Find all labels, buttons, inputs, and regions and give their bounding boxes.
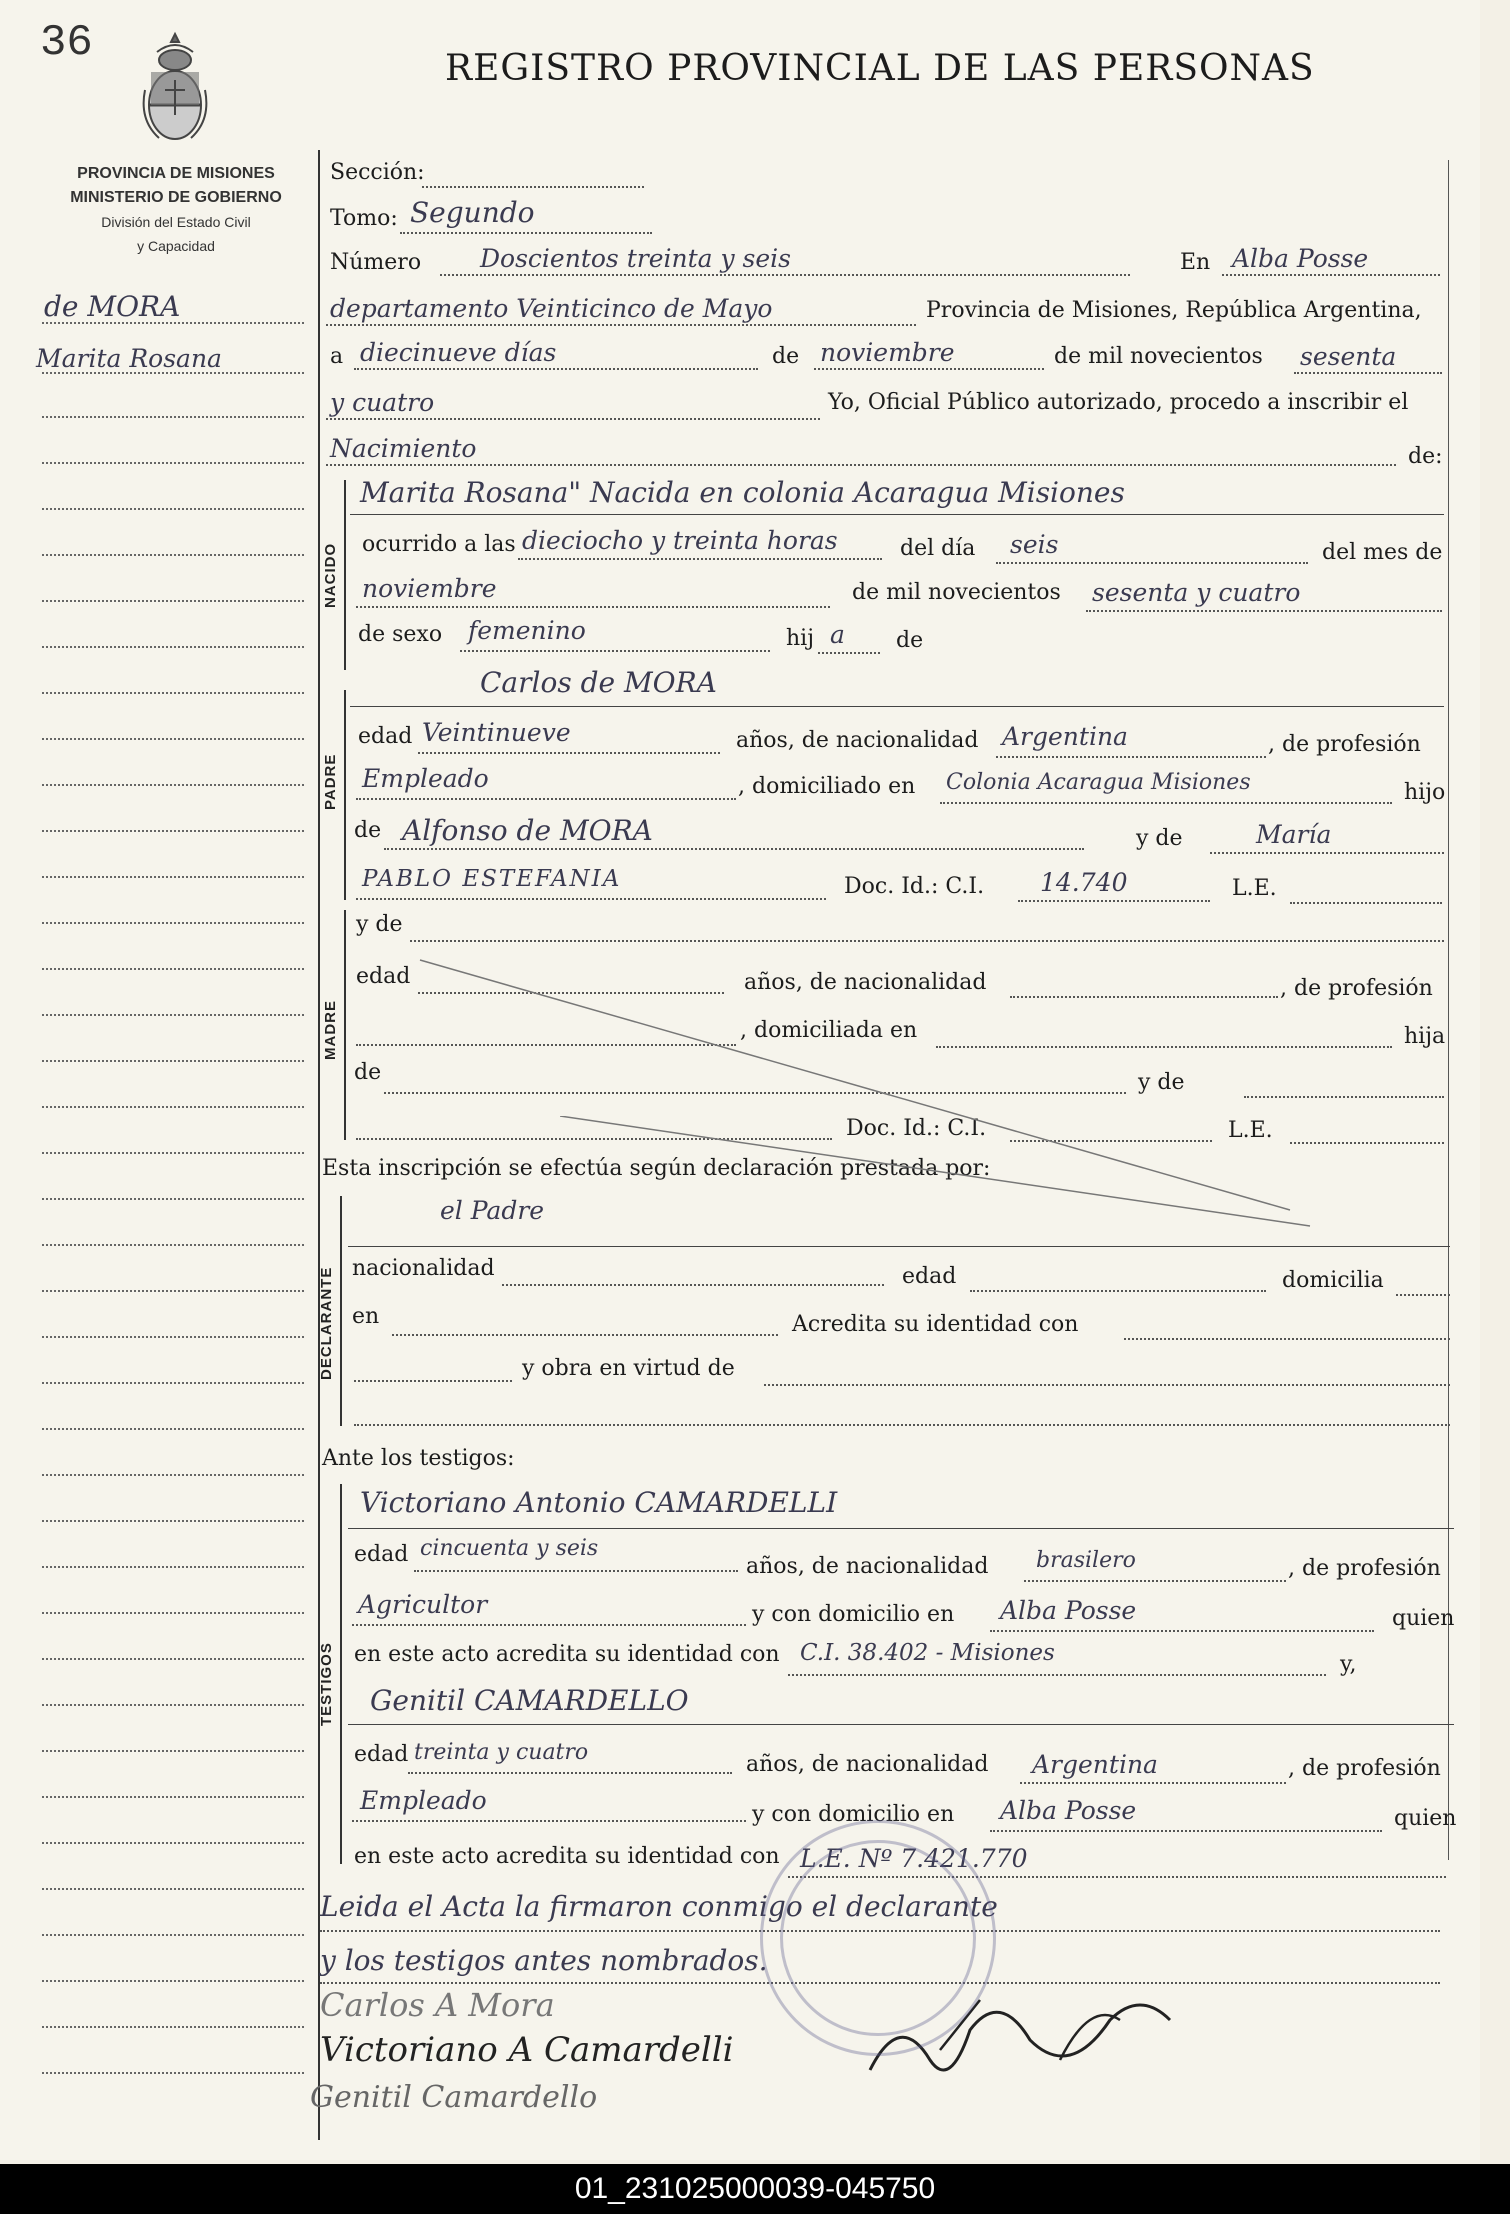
t2-profesion-value: Empleado bbox=[360, 1786, 487, 1815]
madre-profesion-label: , de profesión bbox=[1280, 976, 1433, 1001]
t2-doc-value: L.E. Nº 7.421.770 bbox=[800, 1844, 1028, 1873]
numero-label: Número bbox=[330, 250, 422, 275]
padre-nacionalidad-label: años, de nacionalidad bbox=[736, 728, 979, 753]
madre-nacionalidad-label: años, de nacionalidad bbox=[744, 970, 987, 995]
tomo-label: Tomo: bbox=[330, 206, 398, 231]
ministry-line-2: MINISTERIO DE GOBIERNO bbox=[70, 189, 282, 206]
anio-value-2: y cuatro bbox=[330, 388, 435, 417]
padre-le-label: L.E. bbox=[1232, 876, 1277, 901]
t1-acredita-label: en este acto acredita su identidad con bbox=[354, 1642, 780, 1667]
t2-nacionalidad-value: Argentina bbox=[1032, 1750, 1158, 1779]
declarante-domicilia-label: domicilia bbox=[1282, 1268, 1384, 1293]
testigo1-name: Victoriano Antonio CAMARDELLI bbox=[360, 1486, 838, 1519]
de-colon-label: de: bbox=[1408, 444, 1443, 469]
firma-2: Victoriano A Camardelli bbox=[320, 2030, 734, 2070]
padre-doc-label: Doc. Id.: C.I. bbox=[844, 874, 985, 899]
t1-edad-label: edad bbox=[354, 1542, 409, 1567]
padre-madre-value-2: PABLO ESTEFANIA bbox=[362, 866, 622, 892]
t1-doc-value: C.I. 38.402 - Misiones bbox=[800, 1640, 1055, 1666]
hij-label: hij bbox=[786, 626, 815, 651]
t1-y-label: y, bbox=[1340, 1652, 1357, 1677]
dias-value: diecinueve días bbox=[360, 338, 557, 367]
declaracion-label: Esta inscripción se efectúa según declaración prestada por: bbox=[322, 1156, 991, 1181]
mes-value: noviembre bbox=[820, 338, 955, 367]
margin-surname: de MORA bbox=[44, 290, 181, 323]
declarante-acredita-label: Acredita su identidad con bbox=[792, 1312, 1079, 1337]
sexo-label: de sexo bbox=[358, 622, 443, 647]
t1-profesion-label: , de profesión bbox=[1288, 1556, 1441, 1581]
padre-nacionalidad-value: Argentina bbox=[1002, 722, 1128, 751]
hora-value: dieciocho y treinta horas bbox=[522, 526, 838, 555]
padre-hijo-label: hijo bbox=[1404, 780, 1446, 805]
testigos-side-label: TESTIGOS bbox=[318, 1642, 335, 1726]
t2-profesion-label: , de profesión bbox=[1288, 1756, 1441, 1781]
madre-edad-label: edad bbox=[356, 964, 411, 989]
t2-nacionalidad-label: años, de nacionalidad bbox=[746, 1752, 989, 1777]
padre-edad-label: edad bbox=[358, 724, 413, 749]
madre-hija-label: hija bbox=[1404, 1024, 1446, 1049]
image-code-footer: 01_231025000039-045750 bbox=[0, 2164, 1510, 2214]
sexo-value: femenino bbox=[468, 616, 586, 645]
t1-domicilio-value: Alba Posse bbox=[1000, 1596, 1137, 1625]
padre-y-de-label: y de bbox=[1136, 826, 1183, 851]
tomo-value: Segundo bbox=[410, 196, 535, 229]
page-number: 36 bbox=[40, 18, 93, 68]
coat-of-arms-icon bbox=[135, 30, 215, 150]
right-border-line bbox=[1448, 160, 1449, 1860]
nacido-de-label: de bbox=[896, 628, 924, 653]
padre-padre-value: Alfonso de MORA bbox=[402, 814, 653, 847]
nacido-anio-value: sesenta y cuatro bbox=[1092, 578, 1301, 607]
del-mes-label: del mes de bbox=[1322, 540, 1443, 565]
ministry-line-3: División del Estado Civil bbox=[101, 214, 251, 230]
t1-nacionalidad-value: brasilero bbox=[1036, 1548, 1136, 1573]
madre-y-de-label: y de bbox=[356, 912, 403, 937]
t1-profesion-value: Agricultor bbox=[358, 1590, 488, 1619]
acto-value: Nacimiento bbox=[330, 434, 477, 463]
t2-edad-label: edad bbox=[354, 1742, 409, 1767]
padre-profesion-label: , de profesión bbox=[1268, 732, 1421, 757]
padre-madre-value-1: María bbox=[1256, 820, 1332, 849]
ministry-header bbox=[46, 162, 306, 258]
domiciliado-label: , domiciliado en bbox=[738, 774, 916, 799]
t1-edad-value: cincuenta y seis bbox=[420, 1536, 599, 1561]
padre-de-label: de bbox=[354, 818, 382, 843]
en-value: Alba Posse bbox=[1232, 244, 1369, 273]
madre-doc-label: Doc. Id.: C.I. bbox=[846, 1116, 987, 1141]
dia-value: seis bbox=[1010, 530, 1059, 559]
declarante-en-label: en bbox=[352, 1304, 380, 1329]
t2-domicilio-label: y con domicilio en bbox=[752, 1802, 955, 1827]
testigos-label: Ante los testigos: bbox=[322, 1446, 515, 1471]
departamento-value: departamento Veinticinco de Mayo bbox=[330, 294, 773, 323]
t2-acredita-label: en este acto acredita su identidad con bbox=[354, 1844, 780, 1869]
anio-value-1: sesenta bbox=[1300, 342, 1397, 371]
t2-edad-value: treinta y cuatro bbox=[414, 1740, 589, 1765]
numero-value: Doscientos treinta y seis bbox=[480, 244, 791, 273]
provincia-label: Provincia de Misiones, República Argentina, bbox=[926, 298, 1422, 323]
declarante-edad-label: edad bbox=[902, 1264, 957, 1289]
t1-quien-label: quien bbox=[1392, 1606, 1455, 1631]
mil-label: de mil novecientos bbox=[1054, 344, 1263, 369]
a-label: a bbox=[330, 344, 344, 369]
declarante-value: el Padre bbox=[440, 1196, 545, 1225]
document-title: REGISTRO PROVINCIAL DE LAS PERSONAS bbox=[445, 48, 1315, 89]
madre-le-label: L.E. bbox=[1228, 1118, 1273, 1143]
margin-name: Marita Rosana bbox=[36, 344, 222, 373]
oficial-label: Yo, Oficial Público autorizado, procedo a inscribir el bbox=[828, 390, 1409, 415]
madre-de-label: de bbox=[354, 1060, 382, 1085]
nacido-side-label: NACIDO bbox=[322, 542, 339, 608]
testigo2-name: Genitil CAMARDELLO bbox=[370, 1684, 689, 1717]
padre-doc-value: 14.740 bbox=[1040, 868, 1128, 897]
declarante-nacionalidad-label: nacionalidad bbox=[352, 1256, 495, 1281]
domiciliada-label: , domiciliada en bbox=[740, 1018, 918, 1043]
ministry-line-1: PROVINCIA DE MISIONES bbox=[77, 165, 275, 182]
padre-edad-value: Veintinueve bbox=[422, 718, 571, 747]
firma-3: Genitil Camardello bbox=[310, 2080, 598, 2115]
nacido-mil-label: de mil novecientos bbox=[852, 580, 1061, 605]
padre-domicilio-value: Colonia Acaragua Misiones bbox=[946, 770, 1251, 795]
main-border-line bbox=[318, 150, 320, 2140]
padre-profesion-value: Empleado bbox=[362, 764, 489, 793]
declarante-side-label: DECLARANTE bbox=[318, 1266, 335, 1380]
t2-quien-label: quien bbox=[1394, 1806, 1457, 1831]
en-label: En bbox=[1180, 250, 1211, 275]
del-dia-label: del día bbox=[900, 536, 976, 561]
declarante-obra-label: y obra en virtud de bbox=[522, 1356, 735, 1381]
nacido-mes-value: noviembre bbox=[362, 574, 497, 603]
firma-1: Carlos A Mora bbox=[320, 1986, 555, 2024]
padre-side-label: PADRE bbox=[322, 753, 339, 810]
cancel-stroke-2 bbox=[560, 1116, 1320, 1236]
hij-value: a bbox=[830, 620, 845, 649]
seccion-label: Sección: bbox=[330, 160, 425, 185]
padre-name-value: Carlos de MORA bbox=[480, 666, 717, 699]
ministry-line-4: y Capacidad bbox=[137, 238, 215, 254]
de-label: de bbox=[772, 344, 800, 369]
cierre-line-2: y los testigos antes nombrados. bbox=[320, 1944, 768, 1977]
t1-nacionalidad-label: años, de nacionalidad bbox=[746, 1554, 989, 1579]
nacido-name-value: Marita Rosana" Nacida en colonia Acaragua Misiones bbox=[360, 476, 1125, 509]
cierre-line-1: Leida el Acta la firmaron conmigo el declarante bbox=[320, 1890, 998, 1923]
t2-domicilio-value: Alba Posse bbox=[1000, 1796, 1137, 1825]
madre-side-label: MADRE bbox=[322, 1000, 339, 1060]
ocurrido-label: ocurrido a las bbox=[362, 532, 516, 557]
t1-domicilio-label: y con domicilio en bbox=[752, 1602, 955, 1627]
madre-y-de2-label: y de bbox=[1138, 1070, 1185, 1095]
